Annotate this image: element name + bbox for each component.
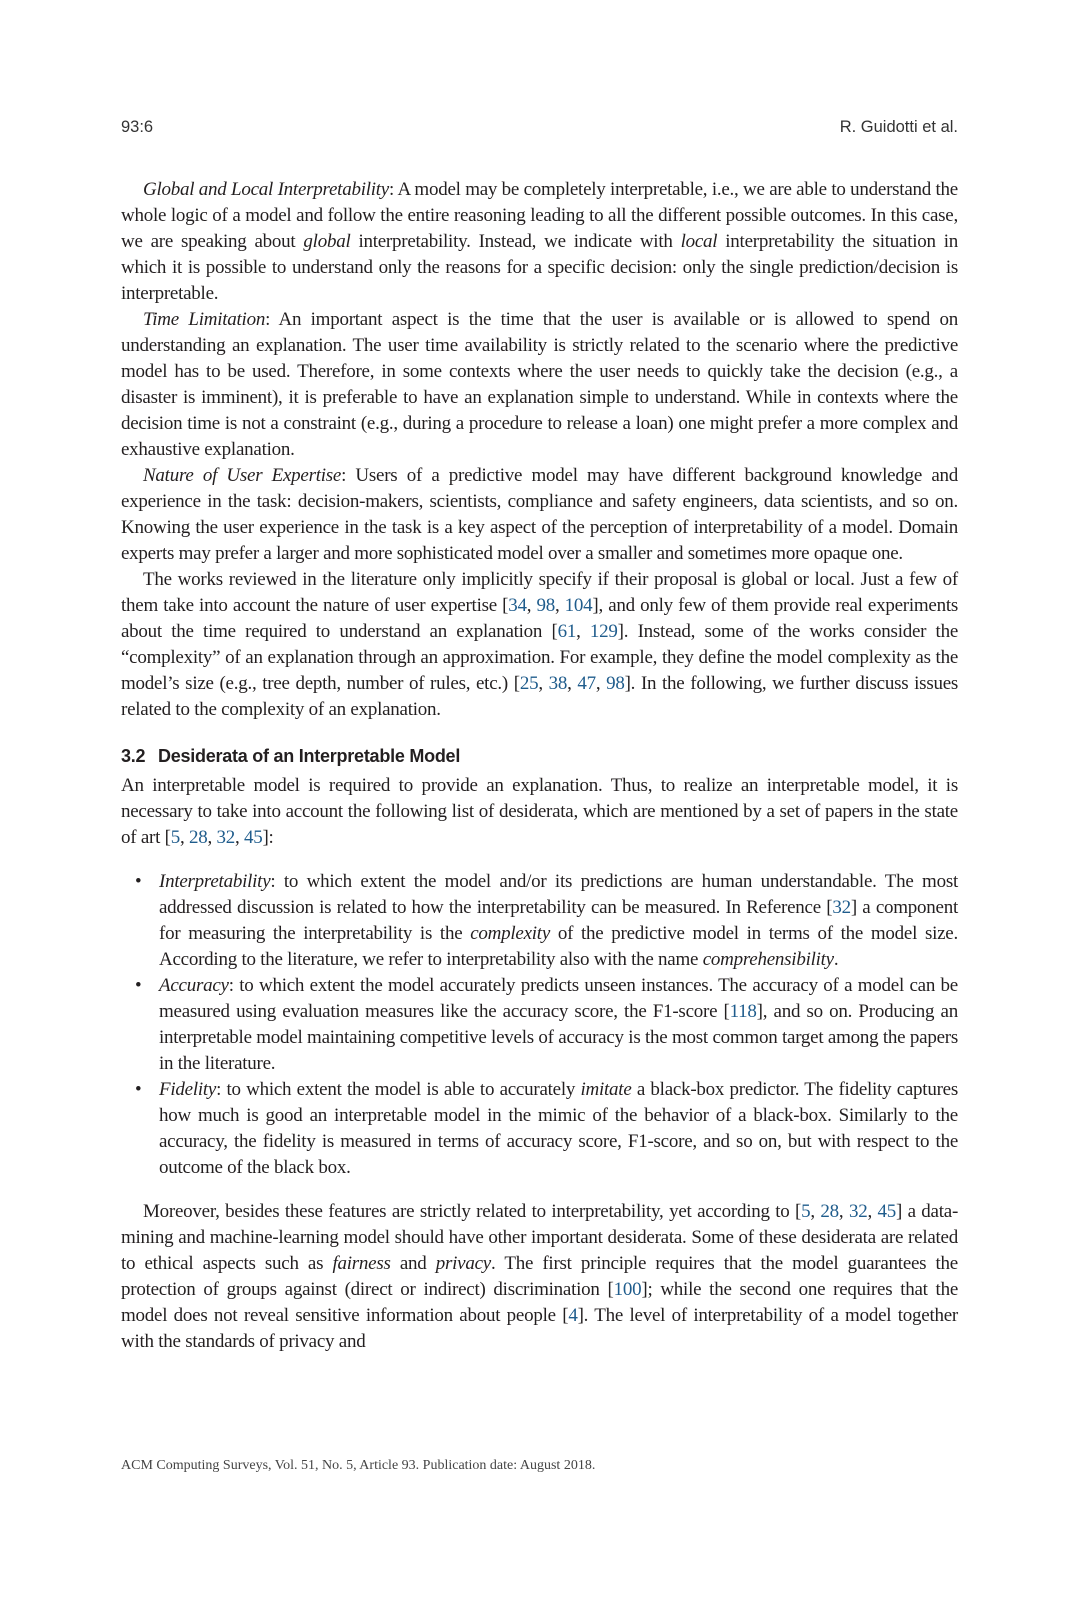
section-intro: An interpretable model is required to provide an explanation. Thus, to realize an interpretable model, it is necessary to take into account the following list of desiderata, which are mentioned by a set of papers in the state of art [5, 28, 32, 45]: — [121, 775, 958, 848]
citation-link[interactable]: 32 — [216, 827, 235, 848]
list-item-interpretability: • Interpretability: to which extent the model and/or its predictions are human understandable. The most addressed discussion is related to how the interpretability can be measured. In Reference [32] a component for measuring the interpretability is the complexity of the predictive model in terms of the model size. According to the literature, we refer to interpretability also with the name comprehensibility. — [135, 871, 958, 970]
page-footer: ACM Computing Surveys, Vol. 51, No. 5, Article 93. Publication date: August 2018. — [121, 1458, 596, 1473]
citation-link[interactable]: 61 — [557, 621, 577, 642]
paragraph-works-reviewed: The works reviewed in the literature only implicitly specify if their proposal is global or local. Just a few of them take into account the nature of user expertise [34, 98, 104], and only few of them provide real experiments about the time required to understand an explanation [61, 129]. Instead, some of the works consider the “complexity” of an explanation through an approximation. For example, they define the model complexity as the model’s size (e.g., tree depth, number of rules, etc.) [25, 38, 47, 98]. In the following, we further discuss issues related to the complexity of an explanation. — [121, 569, 959, 720]
citation-link[interactable]: 38 — [548, 673, 568, 694]
running-head — [121, 118, 958, 142]
citation-link[interactable]: 47 — [577, 673, 596, 694]
citation-link[interactable]: 28 — [188, 827, 208, 848]
paragraph-user-expertise: Nature of User Expertise: Users of a predictive model may have different background knowledge and experience in the task: decision-makers, scientists, compliance and safety engineers, data scientists, and so on. Knowing the user experience in the task is a key aspect of the perception of interpretability of a model. Domain experts may prefer a larger and more sophisticated model over a smaller and sometimes more opaque one. — [121, 465, 959, 564]
term-user-expertise: Nature of User Expertise — [143, 465, 342, 486]
paper-page — [121, 118, 958, 1355]
bullet-icon: • — [135, 871, 142, 892]
term-time-limitation: Time Limitation — [143, 309, 266, 330]
list-item-accuracy: • Accuracy: to which extent the model accurately predicts unseen instances. The accuracy of a model can be measured using evaluation measures like the accuracy score, the F1-score [118], and so on. Producing an interpretable model maintaining competitive levels of accuracy is the most common target among the papers in the literature. — [135, 975, 958, 1074]
page-number: 93:6 — [121, 118, 154, 136]
citation-link[interactable]: 25 — [519, 673, 539, 694]
citation-link[interactable]: 100 — [613, 1279, 642, 1300]
paragraph-time-limitation: Time Limitation: An important aspect is the time that the user is available or is allowed to spend on understanding an explanation. The user time availability is strictly related to the scenario where the predictive model has to be used. Therefore, in some contexts where the user needs to quickly take the decision (e.g., a disaster is imminent), it is preferable to have an explanation simple to understand. While in contexts where the decision time is not a constraint (e.g., during a procedure to release a loan) one might prefer a more complex and exhaustive explanation. — [121, 309, 958, 460]
citation-link[interactable]: 104 — [564, 595, 593, 616]
citation-link[interactable]: 98 — [606, 673, 625, 694]
bullet-icon: • — [135, 1079, 142, 1100]
citation-link[interactable]: 118 — [729, 1001, 757, 1022]
term-global-local: Global and Local Interpretability — [143, 179, 389, 200]
section-number: 3.2 — [121, 746, 146, 766]
body-text — [121, 177, 958, 1355]
citation-link[interactable]: 45 — [877, 1201, 896, 1222]
citation-link[interactable]: 32 — [848, 1201, 868, 1222]
paragraph-global-local: Global and Local Interpretability: A model may be completely interpretable, i.e., we are able to understand the whole logic of a model and follow the entire reasoning leading to all the different possible outcomes. In this case, we are speaking about global interpretability. Instead, we indicate with local interpretability the situation in which it is possible to understand only the reasons for a specific decision: only the single prediction/decision is interpretable. — [121, 179, 958, 304]
list-item-fidelity: • Fidelity: to which extent the model is able to accurately imitate a black-box predictor. The fidelity captures how much is good an interpretable model in the mimic of the behavior of a black-box. Similarly to the accuracy, the fidelity is measured in terms of accuracy score, F1-score, and so on, but with respect to the outcome of the black box. — [135, 1079, 958, 1178]
paragraph-moreover: Moreover, besides these features are strictly related to interpretability, yet according to [5, 28, 32, 45] a data-mining and machine-learning model should have other important desiderata. Some of these desiderata are related to ethical aspects such as fairness and privacy. The first principle requires that the model guarantees the protection of groups against (direct or indirect) discrimination [100]; while the second one requires that the model does not reveal sensitive information about people [4]. The level of interpretability of a model together with the standards of privacy and — [121, 1201, 959, 1352]
citation-link[interactable]: 129 — [589, 621, 618, 642]
citation-link[interactable]: 32 — [832, 897, 851, 918]
citation-link[interactable]: 34 — [508, 595, 527, 616]
section-heading — [121, 743, 958, 769]
bullet-icon: • — [135, 975, 142, 996]
citation-link[interactable]: 4 — [568, 1305, 578, 1326]
author-header: R. Guidotti et al. — [839, 118, 958, 136]
citation-link[interactable]: 98 — [536, 595, 555, 616]
citation-link[interactable]: 28 — [820, 1201, 839, 1222]
section-title: Desiderata of an Interpretable Model — [158, 746, 461, 766]
desiderata-list — [121, 869, 958, 1181]
citation-link[interactable]: 45 — [243, 827, 263, 848]
citation-link[interactable]: 5 — [170, 827, 180, 848]
citation-link[interactable]: 5 — [801, 1201, 811, 1222]
